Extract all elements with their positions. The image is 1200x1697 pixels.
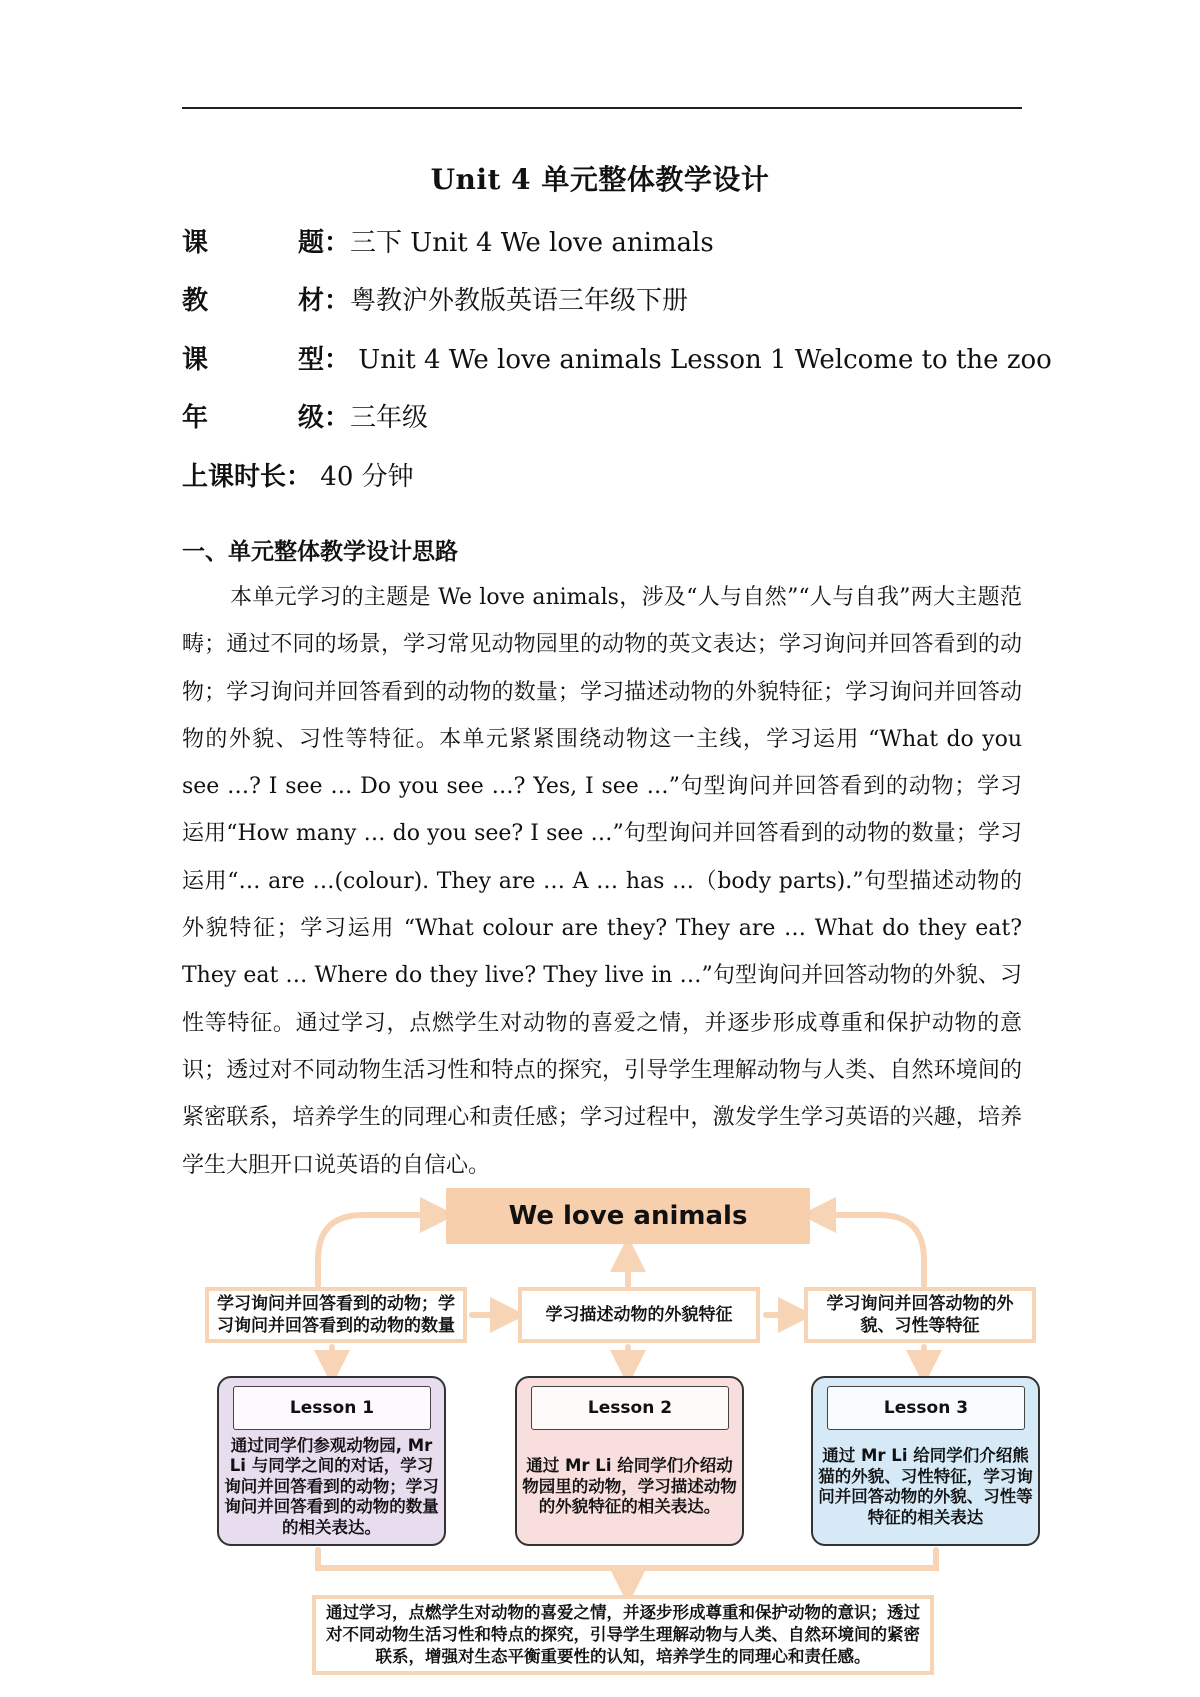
meta-label-duration: 上课时长： [182,462,313,492]
meta-row-duration [182,456,414,493]
unit-structure-diagram [0,1180,1200,1680]
goal-box-2: 学习描述动物的外貌特征 [518,1287,760,1343]
meta-value-topic: 三下 Unit 4 We love animals [350,228,714,258]
lesson-desc-1: 通过同学们参观动物园, Mr Li 与同学之间的对话，学习询问并回答看到的动物；学习询问并回答看到的动物的数量的相关表达。 [224,1435,439,1537]
lesson-card-2 [515,1376,744,1546]
meta-label-textbook: 教 材 [182,286,324,316]
meta-label-grade: 年 级 [182,403,324,433]
lesson-desc-2: 通过 Mr Li 给同学们介绍动物园里的动物，学习描述动物的外貌特征的相关表达。 [522,1456,737,1517]
lesson-title-2: Lesson 2 [531,1386,729,1430]
main-topic-box: We love animals [446,1188,810,1244]
meta-value-lesson-type: Unit 4 We love animals Lesson 1 Welcome to the zoo [350,345,1052,375]
section-heading: 一、单元整体教学设计思路 [182,539,458,565]
header-rule [182,107,1022,109]
summary-box: 通过学习，点燃学生对动物的喜爱之情，并逐步形成尊重和保护动物的意识；透过对不同动物生活习性和特点的探究，引导学生理解动物与人类、自然环境间的紧密联系，增强对生态平衡重要性的认知，培养学生的同理心和责任感。 [312,1595,934,1675]
document-title: Unit 4 单元整体教学设计 [430,163,770,196]
lesson-card-3 [811,1376,1040,1546]
meta-row-textbook: 教 材 ：粤教沪外教版英语三年级下册 [182,280,688,317]
goal-box-3: 学习询问并回答动物的外貌、习性等特征 [804,1287,1036,1343]
goal-box-1: 学习询问并回答看到的动物；学习询问并回答看到的动物的数量 [205,1287,467,1343]
lesson-desc-3: 通过 Mr Li 给同学们介绍熊猫的外貌、习性特征，学习询问并回答动物的外貌、习性等特征的相关表达 [818,1446,1033,1527]
lesson-card-1 [217,1376,446,1546]
connector-left-loop [318,1215,438,1285]
meta-value-grade: 三年级 [350,403,429,433]
meta-row-lesson-type: 课 型 ： Unit 4 We love animals Lesson 1 Welcome to the zoo [182,339,1052,376]
lesson-title-3: Lesson 3 [827,1386,1025,1430]
meta-value-duration: 40 分钟 [312,462,414,492]
lesson-title-1: Lesson 1 [233,1386,431,1430]
meta-label-lesson-type: 课 型 [182,345,324,375]
meta-row-topic: 课 题 ：三下 Unit 4 We love animals [182,222,714,259]
meta-value-textbook: 粤教沪外教版英语三年级下册 [350,286,689,316]
meta-row-grade: 年 级 ：三年级 [182,397,428,434]
meta-label-topic: 课 题 [182,228,324,258]
connector-right-loop [818,1215,924,1285]
design-paragraph: 本单元学习的主题是 We love animals，涉及“人与自然”“人与自我”两大主题范畴；通过不同的场景，学习常见动物园里的动物的英文表达；学习询问并回答看到的动物；学习询问并回答看到的动物的数量；学习描述动物的外貌特征；学习询问并回答动物的外貌、习性等特征。本单元紧紧围绕动物这一主线，学习运用 “What do you see …? I see … Do you see …? Yes, I see …”句型询问并回答看到的动物；学习运用“How many … do you see? I see …”句型询问并回答看到的动物的数量；学习运用“… are …(colour). They are … A … has …（body parts).”句型描述动物的外貌特征；学习运用 “What colour are they? They are … What do they eat? They eat … Where do they live? They live in …”句型询问并回答动物的外貌、习性等特征。通过学习，点燃学生对动物的喜爱之情，并逐步形成尊重和保护动物的意识；透过对不同动物生活习性和特点的探究，引导学生理解动物与人类、自然环境间的紧密联系，培养学生的同理心和责任感；学习过程中，激发学生学习英语的兴趣，培养学生大胆开口说英语的自信心。 [182,585,1022,1178]
